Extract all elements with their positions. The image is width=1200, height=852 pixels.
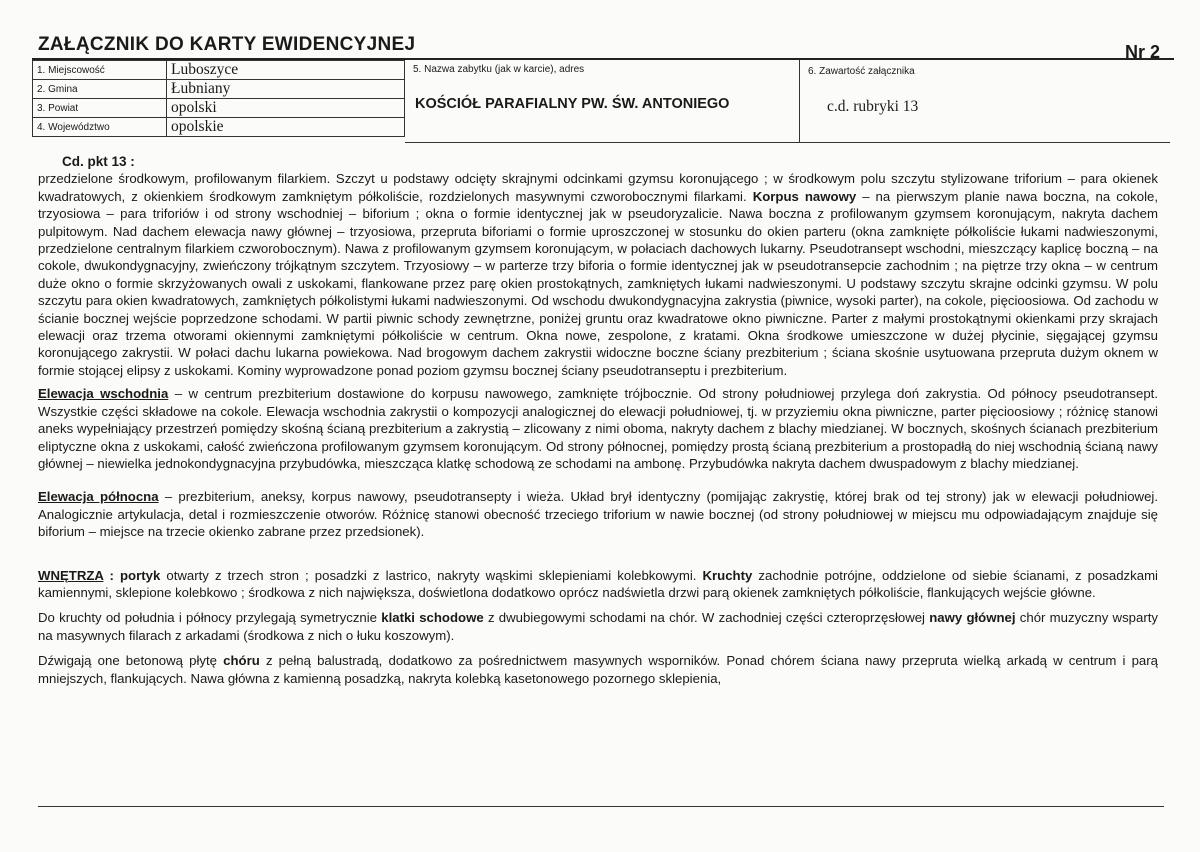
paragraph-staircases: [38, 609, 1158, 644]
term-nave-body: Korpus nawowy: [752, 188, 857, 204]
text-run: z dwubiegowymi schodami na chór. W zachodniej części czteroprzęsłowej: [483, 610, 930, 626]
text-run: otwarty z trzech stron ; posadzki z lastrico, nakryty wąskimi sklepieniami kolebkowymi.: [160, 567, 703, 583]
location-fields-table: [32, 60, 405, 137]
paragraph-east-elevation: [38, 385, 1158, 472]
text-run: – na pierwszym planie nawa boczna, na cokole, trzyosiowa – para triforiów i od strony wschodniej – biforium ; okna o formie identycznej jak w pseudoryzalicie. Nawa boczna z profilowanym gzymsem koronującym, nakryta dachem pulpitowym. Nad dachem elewacja nawy głównej – trzyosiowa, przepruta biforiami o formie uproszczonej w stosunku do okien parteru (okna zamknięte półkoliście łukami nadwieszonymi, przedzielone centralnym filarkiem czworobocznym). Nawa z profilowanym gzymsem koronującym, w połaciach dachowych lukarny. Pseudotransept wschodni, mieszczący kaplicę boczną – na cokole, dwukondygnacyjny, zwieńczony trójkątnym szczytem. Trzyosiowy – w parterze trzy biforia o formie identycznej jak w pseudotransepcie zachodnim ; na piętrze trzy okna – w centrum duże okno o formie skrzyżowanych owali z uskokami, flankowane przez parę okien prostokątnych, zamkniętych łukami nadwieszonymi. U podstawy szczytu skrajne odcinki gzymsu. W polu szczytu para okien kwadratowych, zamkniętych półkolistymi łukami nadwieszonymi. Od wschodu dwukondygnacyjna zakrystia (piwnice, wysoki parter), na cokole, pięcioosiowa. Od zachodu w ścianie bocznej wejście poprzedzone schodami. W partii piwnic schody zewnętrzne, poniżej gruntu oraz kwadratowe okno piwniczne. Parter z małymi prostokątnymi okienkami przy skrajach elewacji oraz trzema otworami okiennymi zamkniętymi półkoliście w centrum. Okna nowe, zespolone, z kratami. Okna środkowe umieszczone w dużej płycinie, sięgającej gzymsu koronującego zakrystii. W połaci dachu lukarna powiekowa. Nad brogowym dachem zakrystii widoczne boczne ściany prezbiterium ; ściana skośnie usytuowana przepruta dużym oknem w formie stojącej elipsy z uskokami. Kominy wyprowadzone ponad poziom gzymsu bocznej ściany pseudotranseptu i prezbiterium.: [38, 188, 1159, 378]
document-title: ZAŁĄCZNIK DO KARTY EWIDENCYJNEJ: [38, 34, 416, 55]
field-row: [33, 61, 405, 80]
term-choir: chóru: [223, 653, 260, 669]
text-run: Dźwigają one betonową płytę: [38, 653, 224, 669]
text-run: z pełną balustradą, dodatkowo za pośrednictwem masywnych wsporników. Ponad chórem ściana nawy przepruta wielką arkadą w centrum i parą mniejszych, flankujących. Nawa główna z kamienną posadzką, nakryta kolebką kasetonowego pozornego sklepienia,: [38, 653, 1158, 686]
field-value-voivodeship: opolskie: [167, 118, 405, 137]
section-subheading: Cd. pkt 13 :: [62, 154, 135, 169]
monument-name-label: 5. Nazwa zabytku (jak w karcie), adres: [413, 64, 585, 75]
paragraph-interiors: [38, 567, 1158, 602]
text-run: przedzielone środkowym, profilowanym filarkiem. Szczyt u podstawy odcięty skrajnymi odcinkami gzymsu koronującego ; w środkowym polu szczytu stylizowane triforium – para okienek kwadratowych, z okienkiem środkowym zamkniętym półkoliście, rozdzielonych masywnymi czworobocznymi filarkami.: [38, 171, 1158, 204]
field-label: 2. Gmina: [33, 80, 167, 99]
field-value-commune: Łubniany: [167, 80, 405, 99]
heading-interiors: WNĘTRZA: [38, 567, 104, 583]
field-label: 4. Województwo: [33, 118, 167, 137]
field-row: [33, 80, 405, 99]
term-portico: portyk: [120, 567, 161, 583]
text-run: chór muzyczny wsparty na masywnych filarach z arkadami (środkowa z nich o łuku koszowym).: [38, 610, 1158, 643]
monument-name-value: KOŚCIÓŁ PARAFIALNY PW. ŚW. ANTONIEGO: [415, 96, 730, 112]
heading-north-elevation: Elewacja północna: [38, 489, 159, 505]
attachment-number: Nr 2: [1124, 42, 1160, 62]
field-value-county: opolski: [167, 99, 405, 118]
term-vestibules: Kruchty: [702, 567, 753, 583]
text-run: :: [103, 567, 120, 583]
term-main-nave: nawy głównej: [929, 610, 1016, 626]
text-run: – w centrum prezbiterium dostawione do korpusu nawowego, zamknięte trójbocznie. Od strony południowej przylega doń zakrystia. Od północy pseudotransept. Wszystkie części składowe na cokole. Elewacja wschodnia zakrystii o kompozycji analogicznej do elewacji południowej, tj. w przyziemiu okna piwniczne, parter pięcioosiowy ; różnicę stanowi aneks wypełniający przestrzeń pomiędzy skośną ścianą prezbiterium a zakrystią – zlicowany z nimi oboma, nakryty dachem z blachy miedzianej. W bocznych, skośnych ścianach prezbiterium eliptyczne okna z uskokami, całość zwieńczona profilowanym gzymsem koronującym. Od strony północnej, pomiędzy prostą ścianą prezbiterium a prostopadłą do niej wschodnią ścianą nawy głównej – niewielka jednokondygnacyjna przybudówka, mieszcząca klatkę schodową ze schodami na ambonę. Przybudówka nakryta dachem dwuspadowym z blachy miedzianej.: [38, 386, 1159, 471]
heading-east-elevation: Elewacja wschodnia: [38, 386, 169, 402]
field-value-locality: Luboszyce: [167, 61, 405, 80]
text-run: zachodnie potrójne, oddzielone od siebie ścianami, z posadzkami kamiennymi, sklepione kolebkowo ; środkowa z nich największa, doświetlona dodatkowo oprócz nadświetla drzwi parą okienek zamkniętych półkoliście, flankujących wejście główne.: [38, 567, 1158, 600]
term-staircases: klatki schodowe: [381, 610, 484, 626]
paragraph-south-elevation: [38, 170, 1158, 379]
attachment-content-label: 6. Zawartość załącznika: [808, 66, 915, 77]
document-body: [38, 153, 1158, 687]
paragraph-north-elevation: [38, 488, 1158, 540]
field-label: 1. Miejscowość: [33, 61, 167, 80]
monument-name-cell: [405, 60, 800, 143]
field-row: [33, 99, 405, 118]
field-label: 3. Powiat: [33, 99, 167, 118]
field-row: [33, 118, 405, 137]
attachment-content-cell: [800, 60, 1170, 143]
footer-rule: [38, 806, 1164, 807]
text-run: Do kruchty od południa i północy przylegają symetrycznie: [38, 610, 382, 626]
text-run: – prezbiterium, aneksy, korpus nawowy, pseudotransepty i wieża. Układ brył identyczny (pomijając zakrystię, której brak od tej strony) jak w elewacji południowej. Analogicznie artykulacja, detal i rozmieszczenie otworów. Różnicę stanowi obecność trzeciego triforium w nawie bocznej (od strony południowej w miejscu mu odpowiadającym znajduje się biforium – miejsce na trzecie okienko zabrane przez przedsionek).: [38, 489, 1159, 540]
paragraph-choir: [38, 652, 1158, 687]
attachment-content-value: c.d. rubryki 13: [827, 98, 919, 115]
